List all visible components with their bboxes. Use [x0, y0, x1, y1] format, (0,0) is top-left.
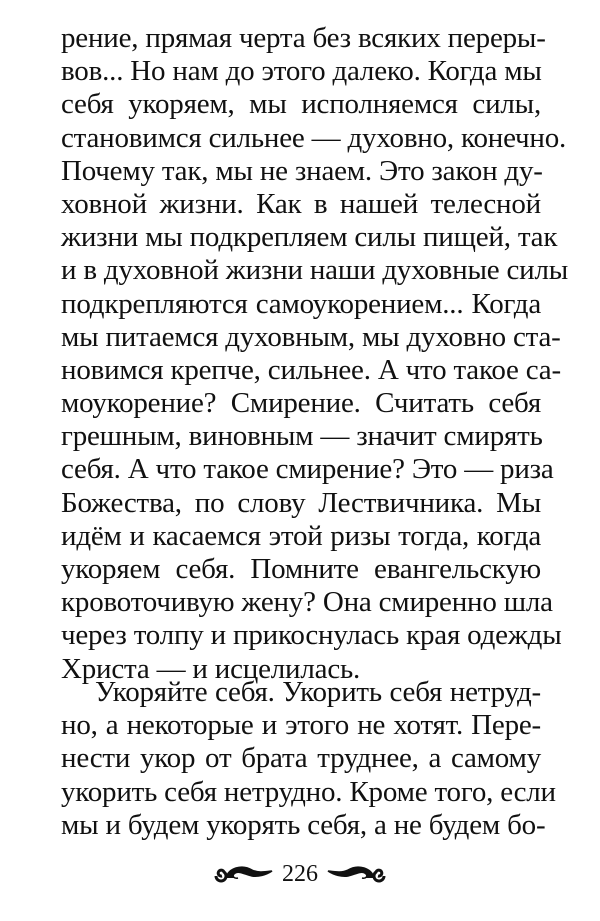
text-line: нести укор от брата труднее, а самому	[61, 742, 541, 775]
text-line: мы питаемся духовным, мы духовно ста-	[61, 320, 561, 353]
text-line: рение, прямая черта без всяких переры-	[61, 22, 546, 54]
scroll-ornament-left-icon	[212, 862, 274, 886]
text-line: подкрепляются самоукорением... Когда	[61, 287, 541, 320]
paragraph-2	[61, 676, 556, 842]
text-line: мы и будем укорять себя, а не будем бо-	[61, 808, 546, 841]
text-line: себя укоряем, мы исполняемся силы,	[61, 88, 541, 121]
text-line: грешным, виновным — значит смирять	[61, 420, 543, 453]
scroll-ornament-right-icon	[326, 862, 388, 886]
text-line: и в духовной жизни наши духовные силы	[61, 254, 569, 287]
text-line: укоряем себя. Помните евангельскую	[61, 553, 541, 585]
text-line: моукорение? Смирение. Считать себя	[61, 387, 541, 420]
text-line: Почему так, мы не знаем. Это закон ду-	[61, 154, 543, 187]
text-line: но, а некоторые и этого не хотят. Пере-	[61, 709, 541, 742]
page-footer	[0, 856, 600, 892]
text-line: жизни мы подкрепляем силы пищей, так	[61, 221, 558, 254]
paragraph-1	[61, 22, 569, 686]
text-line: укорить себя нетрудно. Кроме того, если	[61, 775, 556, 808]
text-line: идём и касаемся этой ризы тогда, когда	[61, 519, 541, 552]
text-line: ховной жизни. Как в нашей телесной	[61, 187, 541, 220]
text-line: становимся сильнее — духовно, конечно.	[61, 121, 567, 154]
text-line: Укоряйте себя. Укорить себя нетруд-	[95, 676, 541, 708]
text-line: себя. А что такое смирение? Это — риза	[61, 453, 554, 486]
text-line: новимся крепче, сильнее. А что такое са-	[61, 353, 561, 386]
text-line: кровоточивую жену? Она смиренно шла	[61, 586, 553, 619]
text-line: Божества, по слову Лествичника. Мы	[61, 486, 541, 519]
page-number: 226	[282, 860, 318, 887]
text-line: вов... Но нам до этого далеко. Когда мы	[61, 55, 542, 88]
text-line: через толпу и прикоснулась края одежды	[61, 619, 562, 652]
text-line: Христа — и исцелилась.	[61, 652, 361, 685]
